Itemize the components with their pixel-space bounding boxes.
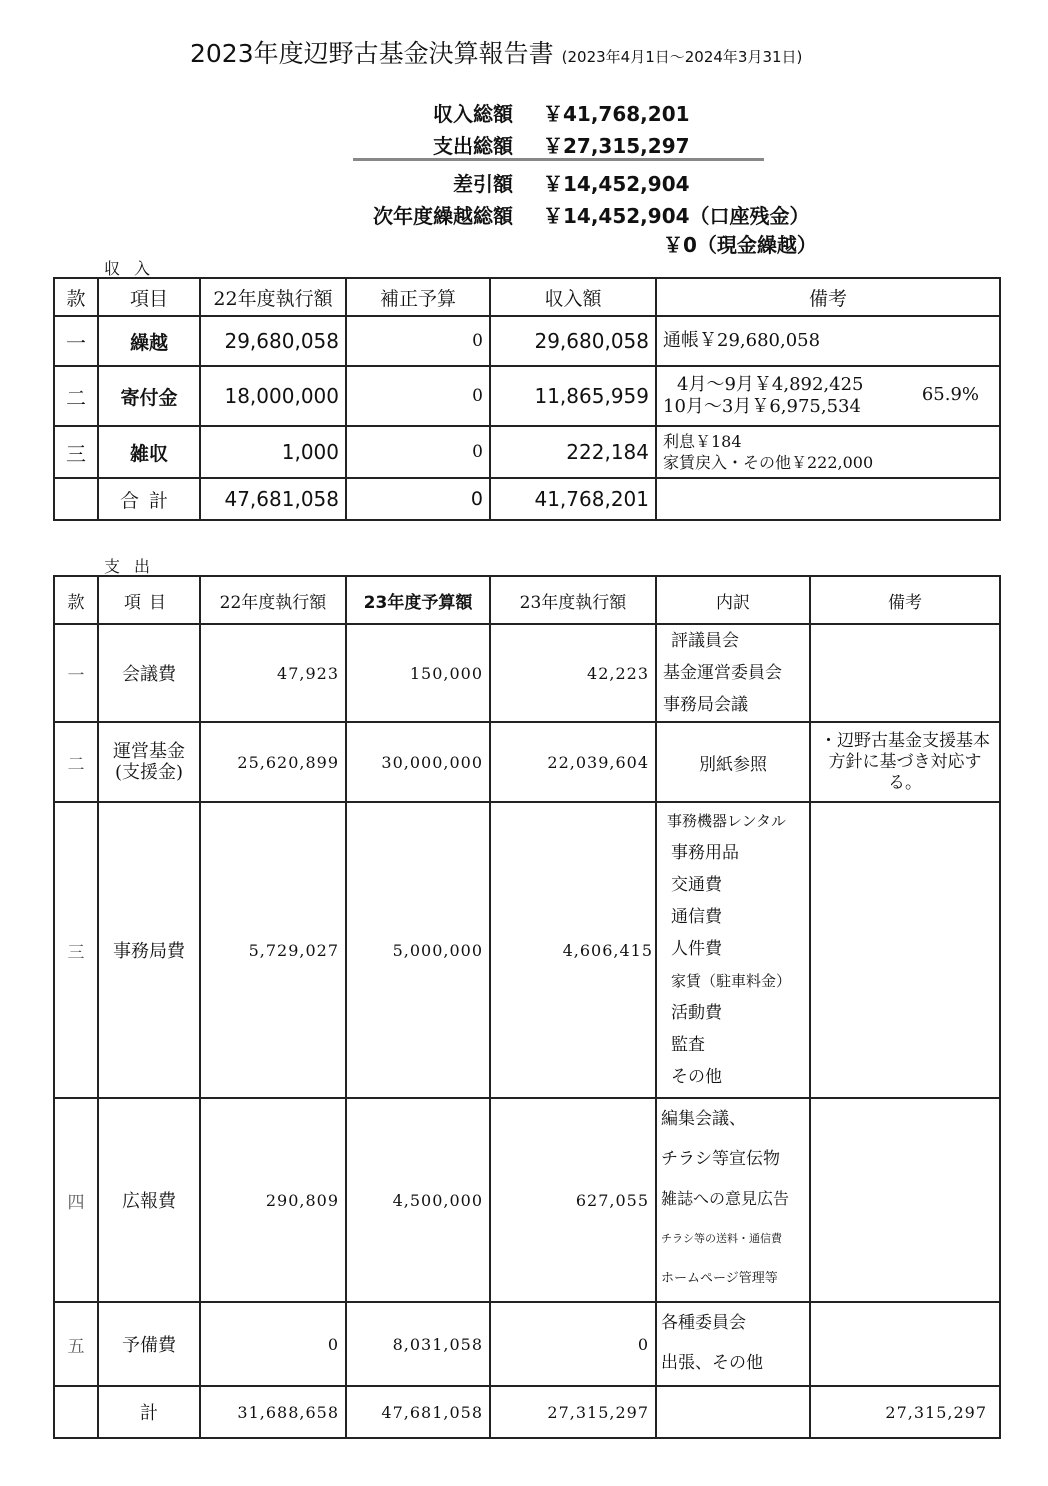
expense-exec: 42,223 — [490, 624, 656, 722]
expense-note — [810, 802, 1000, 1098]
expense-table — [53, 575, 1001, 1439]
table-row — [54, 316, 1000, 366]
summary-carry-label: 次年度繰越総額 — [373, 204, 513, 228]
income-item: 雑収 — [98, 426, 200, 478]
income-note-percent: 65.9% — [921, 384, 979, 405]
expense-exec: 22,039,604 — [490, 722, 656, 802]
income-section-label: 収入 — [104, 259, 165, 278]
list-item: 編集会議、 — [661, 1109, 746, 1129]
income-amount: 11,865,959 — [490, 366, 656, 426]
expense-header-kan: 款 — [54, 576, 98, 624]
income-total-kan — [54, 478, 98, 520]
expense-note: ・辺野古基金支援基本方針に基づき対応する。 — [810, 722, 1000, 802]
table-row — [54, 722, 1000, 802]
expense-exec: 627,055 — [490, 1098, 656, 1302]
list-item: 雑誌への意見広告 — [661, 1189, 790, 1208]
expense-prev: 5,729,027 — [200, 802, 346, 1098]
summary-expense-value: ￥27,315,297 — [543, 134, 690, 158]
expense-kan: 一 — [54, 624, 98, 722]
expense-item: 会議費 — [98, 624, 200, 722]
summary-expense-label: 支出総額 — [433, 134, 513, 158]
income-note — [656, 316, 1000, 366]
income-total-hosei: 0 — [346, 478, 490, 520]
income-header-note: 備考 — [656, 278, 1000, 316]
income-total-amount: 41,768,201 — [490, 478, 656, 520]
income-note-line2: 10月～3月￥6,975,534 — [663, 396, 861, 417]
expense-item-line2: (支援金) — [114, 762, 184, 783]
expense-header-row — [54, 576, 1000, 624]
income-total-note — [656, 478, 1000, 520]
income-prev: 29,680,058 — [200, 316, 346, 366]
expense-header-exec: 23年度執行額 — [490, 576, 656, 624]
summary-cash-value: ￥0（現金繰越） — [663, 233, 817, 257]
expense-item-line1: 運営基金 — [113, 741, 185, 762]
list-item: 事務用品 — [671, 843, 739, 863]
expense-total-prev: 31,688,658 — [200, 1386, 346, 1438]
list-item: 交通費 — [671, 875, 722, 895]
income-hosei: 0 — [346, 316, 490, 366]
expense-budget: 150,000 — [346, 624, 490, 722]
summary-diff-label: 差引額 — [453, 172, 513, 196]
expense-items — [656, 1302, 810, 1386]
income-header-hosei: 補正予算 — [346, 278, 490, 316]
income-header-prev: 22年度執行額 — [200, 278, 346, 316]
table-row — [54, 366, 1000, 426]
income-prev: 18,000,000 — [200, 366, 346, 426]
expense-total-budget: 47,681,058 — [346, 1386, 490, 1438]
summary-diff-value: ￥14,452,904 — [543, 172, 690, 196]
expense-kan: 三 — [54, 802, 98, 1098]
expense-budget: 4,500,000 — [346, 1098, 490, 1302]
list-item: 事務局会議 — [663, 695, 748, 715]
income-header-item: 項目 — [98, 278, 200, 316]
income-note-line1: 4月～9月￥4,892,425 — [677, 374, 864, 395]
expense-header-items: 内訳 — [656, 576, 810, 624]
income-total-row — [54, 478, 1000, 520]
expense-prev: 0 — [200, 1302, 346, 1386]
expense-items: 別紙参照 — [656, 722, 810, 802]
list-item: 家賃（駐車料金） — [671, 972, 792, 990]
expense-total-exec: 27,315,297 — [490, 1386, 656, 1438]
income-total-label: 合計 — [98, 478, 200, 520]
list-item: チラシ等の送料・通信費 — [661, 1232, 782, 1245]
summary-divider — [353, 158, 764, 161]
list-item: 評議員会 — [671, 631, 739, 651]
expense-total-row — [54, 1386, 1000, 1438]
table-row — [54, 426, 1000, 478]
expense-budget: 30,000,000 — [346, 722, 490, 802]
table-row — [54, 624, 1000, 722]
expense-item: 事務局費 — [98, 802, 200, 1098]
expense-exec: 4,606,415 — [490, 802, 656, 1098]
expense-item — [98, 722, 200, 802]
expense-kan: 五 — [54, 1302, 98, 1386]
expense-note — [810, 1098, 1000, 1302]
expense-items — [656, 624, 810, 722]
summary-income-label: 収入総額 — [433, 102, 513, 126]
expense-header-budget: 23年度予算額 — [346, 576, 490, 624]
income-item: 繰越 — [98, 316, 200, 366]
income-amount: 222,184 — [490, 426, 656, 478]
list-item: 人件費 — [671, 939, 722, 959]
list-item: 出張、その他 — [661, 1353, 763, 1373]
table-row — [54, 802, 1000, 1098]
income-item: 寄付金 — [98, 366, 200, 426]
income-amount: 29,680,058 — [490, 316, 656, 366]
expense-kan: 二 — [54, 722, 98, 802]
expense-kan: 四 — [54, 1098, 98, 1302]
expense-prev: 25,620,899 — [200, 722, 346, 802]
income-hosei: 0 — [346, 366, 490, 426]
expense-note — [810, 1302, 1000, 1386]
title-main: 2023年度辺野古基金決算報告書 — [190, 39, 554, 68]
list-item: 事務機器レンタル — [667, 812, 787, 830]
expense-header-item: 項目 — [98, 576, 200, 624]
income-kan: 一 — [54, 316, 98, 366]
income-kan: 二 — [54, 366, 98, 426]
expense-exec: 0 — [490, 1302, 656, 1386]
expense-total-kan — [54, 1386, 98, 1438]
expense-budget: 5,000,000 — [346, 802, 490, 1098]
list-item: 通信費 — [671, 907, 722, 927]
expense-total-items — [656, 1386, 810, 1438]
summary-carry-value: ￥14,452,904（口座残金） — [543, 204, 810, 228]
expense-prev: 47,923 — [200, 624, 346, 722]
list-item: 活動費 — [671, 1003, 722, 1023]
title-period: (2023年4月1日～2024年3月31日) — [561, 48, 803, 66]
list-item: その他 — [671, 1067, 722, 1087]
expense-item: 予備費 — [98, 1302, 200, 1386]
income-note — [656, 366, 1000, 426]
table-row — [54, 1302, 1000, 1386]
table-row — [54, 1098, 1000, 1302]
expense-total-label: 計 — [98, 1386, 200, 1438]
income-note-line2: 家賃戻入・その他￥222,000 — [663, 453, 874, 472]
income-table — [53, 277, 1001, 521]
income-note-line1: 利息￥184 — [663, 432, 742, 451]
list-item: 監査 — [671, 1035, 705, 1055]
income-header-kan: 款 — [54, 278, 98, 316]
expense-note — [810, 624, 1000, 722]
expense-items — [656, 1098, 810, 1302]
list-item: 基金運営委員会 — [663, 663, 782, 683]
list-item: ホームページ管理等 — [661, 1271, 778, 1286]
expense-budget: 8,031,058 — [346, 1302, 490, 1386]
expense-prev: 290,809 — [200, 1098, 346, 1302]
list-item: 各種委員会 — [661, 1313, 746, 1333]
expense-header-note: 備考 — [810, 576, 1000, 624]
expense-header-prev: 22年度執行額 — [200, 576, 346, 624]
income-prev: 1,000 — [200, 426, 346, 478]
income-total-prev: 47,681,058 — [200, 478, 346, 520]
income-header-row — [54, 278, 1000, 316]
expense-item: 広報費 — [98, 1098, 200, 1302]
list-item: チラシ等宣伝物 — [661, 1149, 780, 1169]
income-note — [656, 426, 1000, 478]
income-header-amount: 収入額 — [490, 278, 656, 316]
income-hosei: 0 — [346, 426, 490, 478]
expense-section-label: 支出 — [104, 557, 165, 576]
document-title — [190, 34, 802, 70]
income-kan: 三 — [54, 426, 98, 478]
expense-items — [656, 802, 810, 1098]
summary-income-value: ￥41,768,201 — [543, 102, 690, 126]
income-note-line1: 通帳￥29,680,058 — [663, 330, 821, 351]
expense-total-note: 27,315,297 — [810, 1386, 1000, 1438]
